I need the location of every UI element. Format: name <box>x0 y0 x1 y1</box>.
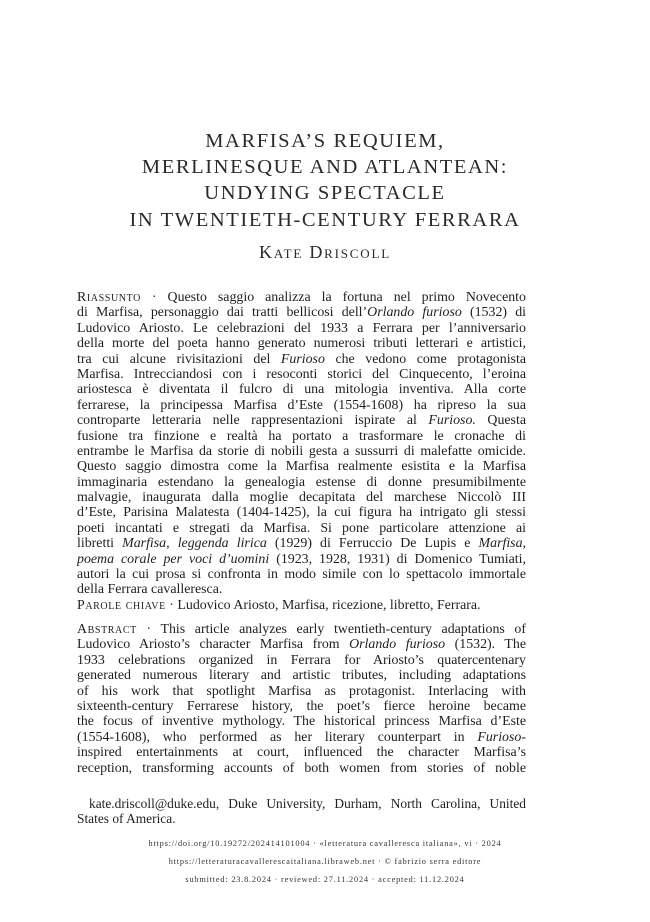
text-line: entrambe le Marfisa da storie di nobili gesta a sussurri di malefatte omicide. <box>77 443 526 459</box>
abstract-label: Abstract <box>77 622 137 637</box>
text-line <box>77 598 526 613</box>
text-span: libretti <box>77 536 123 552</box>
title-line: IN TWENTIETH-CENTURY FERRARA <box>129 208 521 231</box>
abstract-paragraph <box>77 622 526 776</box>
italic-title: Marfisa, leggenda lirica <box>122 536 267 552</box>
text-line <box>77 730 526 745</box>
riassunto-label: Riassunto <box>77 290 141 305</box>
text-span: (1532). The <box>445 637 526 653</box>
text-span: Questa <box>475 413 526 429</box>
text-line <box>77 622 526 637</box>
text-line: immaginaria estendano la genealogia estense di donne presumibilmente <box>77 474 526 490</box>
text-span: (1929) di Ferruccio De Lupis e <box>266 536 479 552</box>
text-line: della Ferrara cavalleresca. <box>77 582 223 598</box>
text-line: Ludovico Ariosto. Le celebrazioni del 1933 a Ferrara per l’anniversario <box>77 320 526 336</box>
text-span: · Questo saggio analizza la fortuna nel primo Novecento <box>140 290 526 305</box>
text-span: controparte letteraria nelle rappresentazioni ispirate al <box>77 413 429 429</box>
italic-title: Furioso <box>280 351 325 367</box>
riassunto-paragraph <box>77 290 526 598</box>
text-line: of his work that spotlight Marfisa as protagonist. Interlacing with <box>77 683 526 699</box>
text-span: che vedono come protagonista <box>324 351 526 367</box>
text-line: the focus of inventive mythology. The historical princess Marfisa d’Este <box>77 714 526 730</box>
text-line: fusione tra finzione e realtà ha portato a trasformare le cronache di <box>77 428 526 444</box>
text-line: poeti incantati e stregati da Marfisa. Si pone particolare attenzione ai <box>77 520 526 536</box>
text-line: della morte del poeta hanno generato numerosi tributi letterari e artistici, <box>77 336 526 352</box>
keywords-label: Parole chiave <box>77 598 166 613</box>
text-span: Ludovico Ariosto’s character Marfisa from <box>77 637 350 653</box>
text-line: autori la cui prosa si confronta in modo simile con lo spettacolo immortale <box>77 567 526 583</box>
text-line <box>77 637 526 652</box>
text-line <box>77 413 526 428</box>
italic-title: Orlando furioso <box>367 305 462 321</box>
doi-line: https://doi.org/10.19272/202414101004 · «letteratura cavalleresca italiana», vi · 2024 <box>148 839 502 848</box>
italic-title: poema corale per voci d’uomini <box>77 551 270 567</box>
text-line: 1933 celebrations organized in Ferrara for Ariosto’s quatercentenary <box>77 652 526 668</box>
text-line <box>77 552 526 567</box>
footnote-line: kate.driscoll@duke.edu, Duke University, Durham, North Carolina, United <box>89 796 526 811</box>
keywords-paragraph <box>77 598 526 613</box>
text-span: tra cui alcune rivisitazioni del <box>77 351 281 367</box>
title-line: MARFISA’S REQUIEM, <box>205 130 445 152</box>
text-line: malvagie, inaugurata dalla moglie decapitata del marchese Niccolò III <box>77 490 526 506</box>
text-line: generated numerous literary and artistic tributes, including adaptations <box>77 668 526 684</box>
text-span: (1923, 1928, 1931) di Domenico Tumiati, <box>269 551 526 567</box>
text-line <box>77 536 526 551</box>
text-span: di Marfisa, personaggio dai tratti bellicosi dell’ <box>77 305 368 321</box>
title-line: UNDYING SPECTACLE <box>204 182 446 205</box>
text-line: inspired entertainments at court, influenced the character Marfisa’s <box>77 745 526 761</box>
submission-dates-line: submitted: 23.8.2024 · reviewed: 27.11.2024 · accepted: 11.12.2024 <box>185 875 465 884</box>
text-line: ferrarese, la principessa Marfisa d’Este (1554-1608) ha ripreso la sua <box>77 397 526 413</box>
keywords-text: · Ludovico Ariosto, Marfisa, ricezione, libretto, Ferrara. <box>165 598 481 613</box>
text-line: Questo saggio dimostra come la Marfisa realmente esistita e la Marfisa <box>77 459 526 475</box>
italic-title: Orlando furioso <box>349 637 446 653</box>
text-line <box>77 305 526 320</box>
author-name: Kate Driscoll <box>259 242 391 262</box>
text-line <box>77 290 526 305</box>
article-title <box>0 128 650 233</box>
title-line: MERLINESQUE AND ATLANTEAN: <box>141 156 509 179</box>
text-line: reception, transforming accounts of both women from stories of noble <box>77 760 526 776</box>
text-span: · This article analyzes early twentieth-century adaptations of <box>136 622 526 637</box>
text-line <box>77 352 526 367</box>
text-line: ariostesca è diventata il fulcro di una mitologia inventiva. Alla corte <box>77 382 526 398</box>
italic-title: Furioso. <box>428 413 476 429</box>
author-affiliation-footnote <box>77 796 526 827</box>
text-span: (1554-1608), who performed as her literary counterpart in <box>77 729 478 745</box>
journal-url-line: https://letteraturacavallerescaitaliana.libraweb.net · © fabrizio serra editore <box>168 857 482 866</box>
footnote-line: States of America. <box>77 811 176 827</box>
text-line: Marfisa. Intrecciandosi con i resoconti storici del Cinquecento, l’eroina <box>77 366 526 382</box>
text-span: - <box>521 729 526 745</box>
italic-title: Marfisa, <box>478 536 526 552</box>
text-line: d’Este, Parisina Malatesta (1404-1425), la cui figura ha intrigato gli stessi <box>77 505 526 521</box>
text-span: (1532) di <box>461 305 526 321</box>
italic-title: Furioso <box>477 729 522 745</box>
text-line: sixteenth-century Ferrarese history, the poet’s fierce heroine became <box>77 698 526 714</box>
